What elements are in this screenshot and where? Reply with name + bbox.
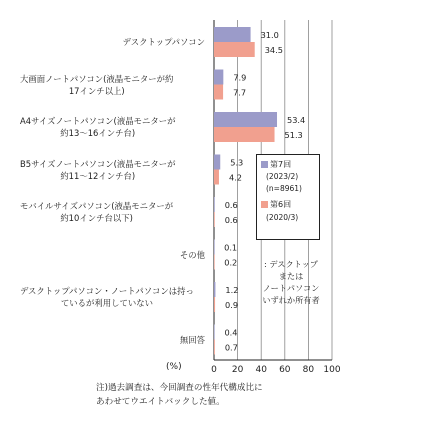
category-label-line: ているが利用していない	[60, 298, 153, 309]
bar	[214, 42, 255, 57]
data-label: 0.4	[224, 327, 238, 338]
x-tick-label: 80	[302, 365, 315, 375]
category-label	[123, 36, 205, 48]
legend-label-2: 第6回	[270, 200, 292, 209]
data-label: 51.3	[284, 130, 303, 140]
legend	[256, 154, 320, 240]
bar	[214, 255, 215, 270]
bar	[214, 240, 215, 255]
legend-swatch-2	[261, 201, 268, 208]
category-label	[180, 334, 205, 346]
footnote-line-1: 注)過去調査は、今回調査の性年代構成比に	[96, 383, 263, 393]
footnote	[96, 381, 263, 409]
legend-label-1: 第7回	[270, 160, 292, 169]
legend-period-2: (2020/3)	[266, 213, 299, 222]
data-label: 53.4	[287, 115, 306, 125]
category-label	[20, 285, 194, 309]
category-label-line: モバイルサイズパソコン(液晶モニターが	[20, 201, 174, 212]
category-label-line: 約13～16インチ台)	[60, 128, 136, 139]
category-label-line: B5サイズノートパソコン(液晶モニターが	[20, 158, 176, 169]
bar	[214, 155, 220, 170]
category-label	[20, 115, 175, 139]
bar	[214, 212, 215, 227]
legend-item-2	[261, 199, 291, 210]
x-tick-label: 40	[255, 365, 267, 375]
category-label-line: A4サイズノートパソコン(液晶モニターが	[20, 116, 176, 127]
data-label: 0.6	[224, 200, 238, 210]
axis-unit: (%)	[166, 362, 182, 372]
legend-item-1	[261, 159, 291, 170]
data-label: 0.9	[225, 300, 239, 310]
bar	[214, 282, 215, 297]
data-label: 0.7	[224, 342, 238, 353]
x-tick-label: 100	[323, 365, 341, 375]
category-label-line: その他	[179, 249, 205, 260]
bar	[214, 85, 223, 100]
base-note-line-1: : デスクトップ	[264, 259, 318, 269]
data-label: 4.2	[228, 172, 242, 183]
data-label: 0.1	[224, 242, 238, 253]
bar	[214, 112, 277, 127]
category-label-line: 17インチ以上)	[68, 85, 125, 96]
data-label: 34.5	[264, 45, 283, 55]
base-note	[252, 258, 330, 306]
legend-swatch-1	[261, 161, 268, 168]
category-label-line: 約11～12インチ台)	[60, 170, 136, 181]
base-note-line-4: いずれか所有者	[262, 295, 320, 305]
data-label: 7.9	[233, 72, 247, 83]
bar	[214, 340, 215, 355]
bar	[214, 325, 215, 340]
data-label: 7.7	[233, 87, 247, 98]
data-label: 0.6	[224, 215, 238, 225]
footnote-line-2: あわせてウエイトバックした値。	[96, 397, 225, 407]
category-label	[20, 200, 173, 224]
category-label-line: デスクトップパソコン・ノートパソコンは持っ	[20, 286, 194, 297]
category-label-line: 無回答	[179, 334, 205, 345]
x-tick-label: 0	[211, 365, 217, 375]
category-label-line: 大画面ノートパソコン(液晶モニターが約	[20, 73, 174, 84]
base-note-line-3: ノートパソコン	[262, 283, 320, 293]
category-label	[20, 158, 175, 182]
category-label-line: 約10インチ台以下)	[60, 213, 133, 224]
bar	[214, 27, 251, 42]
x-tick-label: 20	[231, 365, 244, 375]
bar	[214, 170, 219, 185]
data-label: 1.2	[225, 285, 239, 295]
category-label	[180, 249, 205, 261]
category-label	[20, 73, 173, 97]
category-label-line: デスクトップパソコン	[122, 37, 205, 48]
bar	[214, 197, 215, 212]
bar	[214, 70, 223, 85]
legend-period-1: (2023/2)	[266, 172, 299, 181]
data-label: 31.0	[260, 30, 279, 40]
bar	[214, 297, 215, 312]
data-label: 5.3	[230, 157, 244, 168]
data-label: 0.2	[224, 257, 238, 268]
legend-n-1: (n=8961)	[266, 184, 302, 193]
bar	[214, 127, 275, 142]
base-note-line-2: または	[278, 271, 304, 281]
x-tick-label: 60	[279, 365, 291, 375]
